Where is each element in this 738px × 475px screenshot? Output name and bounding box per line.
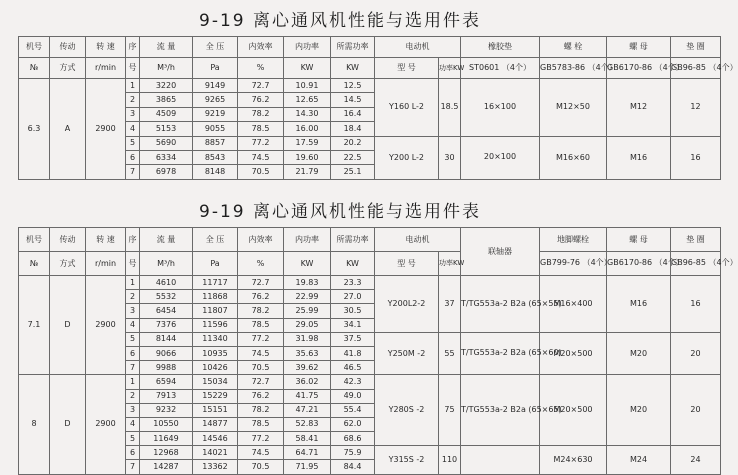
washer-cell: 16: [671, 136, 721, 179]
col-washer: 垫 圈: [671, 37, 721, 58]
fan-spec-table-7-1-and-8: [18, 227, 738, 475]
unit-motor-model: 型 号: [375, 58, 439, 79]
motor-model-cell: Y280S -2: [375, 375, 439, 446]
washer-cell: 16: [671, 276, 721, 333]
pressure-cell: 13362: [193, 460, 238, 474]
internal-power-cell: 19.60: [284, 150, 331, 164]
seq-cell: 3: [126, 107, 140, 121]
table-row: [19, 79, 721, 93]
internal-power-cell: 29.05: [284, 318, 331, 332]
eff-cell: 72.7: [238, 79, 284, 93]
internal-power-cell: 39.62: [284, 361, 331, 375]
col-required-power: 所需功率: [331, 37, 375, 58]
motor-power-cell: 110: [439, 446, 461, 474]
seq-cell: 4: [126, 122, 140, 136]
col-internal-eff: 内效率: [238, 228, 284, 252]
internal-power-cell: 21.79: [284, 165, 331, 179]
pressure-cell: 9149: [193, 79, 238, 93]
motor-model-cell: Y250M -2: [375, 332, 439, 375]
flow-cell: 10550: [140, 417, 193, 431]
bolt-cell: M12×50: [540, 79, 607, 137]
coupling-cell: T/TG553a-2 B2a (65×65): [461, 375, 540, 446]
speed-cell: 2900: [86, 79, 126, 180]
seq-cell: 4: [126, 417, 140, 431]
internal-power-cell: 25.99: [284, 304, 331, 318]
seq-cell: 2: [126, 290, 140, 304]
washer-cell: 20: [671, 375, 721, 446]
col-pressure: 全 压: [193, 37, 238, 58]
col-drive: 传动: [50, 37, 86, 58]
seq-cell: 3: [126, 304, 140, 318]
motor-power-cell: 55: [439, 332, 461, 375]
internal-power-cell: 64.71: [284, 446, 331, 460]
pressure-cell: 14546: [193, 432, 238, 446]
table-row: [19, 276, 721, 290]
unit-drive: 方式: [50, 58, 86, 79]
internal-power-cell: 47.21: [284, 403, 331, 417]
col-pressure: 全 压: [193, 228, 238, 252]
coupling-cell: T/TG553a-2 B2a (65×60): [461, 332, 540, 375]
internal-power-cell: 17.59: [284, 136, 331, 150]
col-coupling: 联轴器: [461, 228, 540, 276]
internal-power-cell: 22.99: [284, 290, 331, 304]
unit-speed: r/min: [86, 58, 126, 79]
subheader-row: [19, 252, 721, 276]
flow-cell: 5690: [140, 136, 193, 150]
flow-cell: 11649: [140, 432, 193, 446]
table1-title: 9-19 离心通风机性能与选用件表: [199, 11, 481, 31]
subheader-row: [19, 58, 721, 79]
required-power-cell: 18.4: [331, 122, 375, 136]
motor-power-cell: 30: [439, 136, 461, 179]
unit-internal-power: KW: [284, 252, 331, 276]
nut-cell: M20: [607, 375, 671, 446]
eff-cell: 78.2: [238, 107, 284, 121]
internal-power-cell: 58.41: [284, 432, 331, 446]
machine-no-cell: 6.3: [19, 79, 50, 180]
speed-cell: 2900: [86, 276, 126, 375]
flow-cell: 6334: [140, 150, 193, 164]
seq-cell: 3: [126, 403, 140, 417]
motor-model-cell: Y160 L-2: [375, 79, 439, 137]
pressure-cell: 10935: [193, 346, 238, 360]
unit-required-power: KW: [331, 58, 375, 79]
col-internal-power: 内功率: [284, 37, 331, 58]
washer-cell: 24: [671, 446, 721, 474]
col-machine-no: 机号: [19, 37, 50, 58]
bolt-cell: M20×500: [540, 332, 607, 375]
col-anchor-bolt: 地脚螺栓: [540, 228, 607, 252]
seq-cell: 6: [126, 446, 140, 460]
internal-power-cell: 36.02: [284, 375, 331, 389]
col-nut: 螺 母: [607, 37, 671, 58]
unit-internal-eff: %: [238, 252, 284, 276]
table-row: [19, 375, 721, 389]
required-power-cell: 30.5: [331, 304, 375, 318]
seq-cell: 1: [126, 375, 140, 389]
nut-cell: M16: [607, 136, 671, 179]
spec-washer: GB96-85 （4个）: [671, 58, 721, 79]
required-power-cell: 49.0: [331, 389, 375, 403]
col-motor: 电动机: [375, 37, 461, 58]
eff-cell: 70.5: [238, 460, 284, 474]
internal-power-cell: 12.65: [284, 93, 331, 107]
pressure-cell: 15151: [193, 403, 238, 417]
required-power-cell: 68.6: [331, 432, 375, 446]
unit-motor-power: 功率KW: [439, 58, 461, 79]
col-required-power: 所需功率: [331, 228, 375, 252]
speed-cell: 2900: [86, 375, 126, 474]
required-power-cell: 20.2: [331, 136, 375, 150]
required-power-cell: 23.3: [331, 276, 375, 290]
bolt-cell: M20×500: [540, 375, 607, 446]
internal-power-cell: 52.83: [284, 417, 331, 431]
flow-cell: 9232: [140, 403, 193, 417]
pressure-cell: 11807: [193, 304, 238, 318]
eff-cell: 78.5: [238, 318, 284, 332]
unit-speed: r/min: [86, 252, 126, 276]
eff-cell: 78.5: [238, 122, 284, 136]
flow-cell: 4509: [140, 107, 193, 121]
unit-machine-no: №: [19, 58, 50, 79]
internal-power-cell: 14.30: [284, 107, 331, 121]
eff-cell: 78.2: [238, 304, 284, 318]
eff-cell: 74.5: [238, 446, 284, 460]
seq-cell: 7: [126, 165, 140, 179]
required-power-cell: 37.5: [331, 332, 375, 346]
motor-power-cell: 37: [439, 276, 461, 333]
flow-cell: 7376: [140, 318, 193, 332]
flow-cell: 6454: [140, 304, 193, 318]
flow-cell: 9988: [140, 361, 193, 375]
pressure-cell: 11340: [193, 332, 238, 346]
col-seq: 序: [126, 37, 140, 58]
spec-nut: GB6170-86 （4个）: [607, 58, 671, 79]
motor-model-cell: Y200 L-2: [375, 136, 439, 179]
required-power-cell: 16.4: [331, 107, 375, 121]
eff-cell: 77.2: [238, 432, 284, 446]
eff-cell: 72.7: [238, 276, 284, 290]
unit-machine-no: №: [19, 252, 50, 276]
seq-cell: 6: [126, 346, 140, 360]
pressure-cell: 11596: [193, 318, 238, 332]
unit-internal-eff: %: [238, 58, 284, 79]
machine-no-cell: 8: [19, 375, 50, 474]
unit-internal-power: KW: [284, 58, 331, 79]
required-power-cell: 34.1: [331, 318, 375, 332]
pressure-cell: 8543: [193, 150, 238, 164]
seq-cell: 2: [126, 389, 140, 403]
required-power-cell: 14.5: [331, 93, 375, 107]
eff-cell: 72.7: [238, 375, 284, 389]
washer-cell: 20: [671, 332, 721, 375]
unit-seq: 号: [126, 252, 140, 276]
required-power-cell: 27.0: [331, 290, 375, 304]
nut-cell: M20: [607, 332, 671, 375]
required-power-cell: 55.4: [331, 403, 375, 417]
pressure-cell: 14877: [193, 417, 238, 431]
unit-pressure: Pa: [193, 58, 238, 79]
motor-model-cell: Y200L2-2: [375, 276, 439, 333]
internal-power-cell: 71.95: [284, 460, 331, 474]
col-machine-no: 机号: [19, 228, 50, 252]
spec-washer: GB96-85 （4个）: [671, 252, 721, 276]
unit-motor-model: 型 号: [375, 252, 439, 276]
seq-cell: 7: [126, 361, 140, 375]
internal-power-cell: 19.83: [284, 276, 331, 290]
required-power-cell: 46.5: [331, 361, 375, 375]
nut-cell: M12: [607, 79, 671, 137]
eff-cell: 78.5: [238, 417, 284, 431]
bolt-cell: M24×630: [540, 446, 607, 474]
spec-anchor-bolt: GB799-76 （4个）: [540, 252, 607, 276]
internal-power-cell: 41.75: [284, 389, 331, 403]
spec-bolt: GB5783-86 （4个）: [540, 58, 607, 79]
eff-cell: 77.2: [238, 136, 284, 150]
col-washer: 垫 圈: [671, 228, 721, 252]
spec-rubber-pad: ST0601 （4个）: [461, 58, 540, 79]
required-power-cell: 75.9: [331, 446, 375, 460]
nut-cell: M16: [607, 276, 671, 333]
col-internal-power: 内功率: [284, 228, 331, 252]
seq-cell: 7: [126, 460, 140, 474]
drive-cell: D: [50, 276, 86, 375]
col-bolt: 螺 栓: [540, 37, 607, 58]
pressure-cell: 11717: [193, 276, 238, 290]
motor-power-cell: 18.5: [439, 79, 461, 137]
unit-flow: M³/h: [140, 58, 193, 79]
flow-cell: 14287: [140, 460, 193, 474]
nut-cell: M24: [607, 446, 671, 474]
pressure-cell: 15034: [193, 375, 238, 389]
pressure-cell: 9055: [193, 122, 238, 136]
col-speed: 转 速: [86, 37, 126, 58]
eff-cell: 70.5: [238, 165, 284, 179]
seq-cell: 1: [126, 79, 140, 93]
pressure-cell: 10426: [193, 361, 238, 375]
required-power-cell: 84.4: [331, 460, 375, 474]
eff-cell: 78.2: [238, 403, 284, 417]
eff-cell: 70.5: [238, 361, 284, 375]
machine-no-cell: 7.1: [19, 276, 50, 375]
pressure-cell: 15229: [193, 389, 238, 403]
pressure-cell: 14021: [193, 446, 238, 460]
coupling-cell: 20×100: [461, 136, 540, 179]
header-row: [19, 228, 721, 252]
unit-flow: M³/h: [140, 252, 193, 276]
required-power-cell: 41.8: [331, 346, 375, 360]
required-power-cell: 22.5: [331, 150, 375, 164]
col-internal-eff: 内效率: [238, 37, 284, 58]
flow-cell: 5532: [140, 290, 193, 304]
seq-cell: 5: [126, 332, 140, 346]
seq-cell: 4: [126, 318, 140, 332]
bolt-cell: M16×400: [540, 276, 607, 333]
coupling-cell: [461, 446, 540, 474]
drive-cell: D: [50, 375, 86, 474]
eff-cell: 77.2: [238, 332, 284, 346]
seq-cell: 5: [126, 432, 140, 446]
flow-cell: 8144: [140, 332, 193, 346]
flow-cell: 5153: [140, 122, 193, 136]
pressure-cell: 11868: [193, 290, 238, 304]
required-power-cell: 42.3: [331, 375, 375, 389]
unit-motor-power: 功率KW: [439, 252, 461, 276]
col-speed: 转 速: [86, 228, 126, 252]
unit-pressure: Pa: [193, 252, 238, 276]
col-flow: 流 量: [140, 37, 193, 58]
flow-cell: 3220: [140, 79, 193, 93]
col-seq: 序: [126, 228, 140, 252]
washer-cell: 12: [671, 79, 721, 137]
pressure-cell: 8857: [193, 136, 238, 150]
motor-power-cell: 75: [439, 375, 461, 446]
flow-cell: 6978: [140, 165, 193, 179]
col-drive: 传动: [50, 228, 86, 252]
eff-cell: 76.2: [238, 93, 284, 107]
internal-power-cell: 31.98: [284, 332, 331, 346]
header-row: [19, 37, 721, 58]
coupling-cell: 16×100: [461, 79, 540, 137]
eff-cell: 76.2: [238, 290, 284, 304]
eff-cell: 74.5: [238, 346, 284, 360]
coupling-cell: T/TG553a-2 B2a (65×55): [461, 276, 540, 333]
required-power-cell: 62.0: [331, 417, 375, 431]
motor-model-cell: Y315S -2: [375, 446, 439, 474]
flow-cell: 12968: [140, 446, 193, 460]
unit-drive: 方式: [50, 252, 86, 276]
required-power-cell: 25.1: [331, 165, 375, 179]
flow-cell: 7913: [140, 389, 193, 403]
required-power-cell: 12.5: [331, 79, 375, 93]
internal-power-cell: 16.00: [284, 122, 331, 136]
col-rubber-pad: 橡胶垫: [461, 37, 540, 58]
drive-cell: A: [50, 79, 86, 180]
bolt-cell: M16×60: [540, 136, 607, 179]
internal-power-cell: 10.91: [284, 79, 331, 93]
flow-cell: 4610: [140, 276, 193, 290]
table2-title: 9-19 离心通风机性能与选用件表: [199, 202, 481, 222]
flow-cell: 6594: [140, 375, 193, 389]
seq-cell: 2: [126, 93, 140, 107]
unit-required-power: KW: [331, 252, 375, 276]
col-nut: 螺 母: [607, 228, 671, 252]
pressure-cell: 9265: [193, 93, 238, 107]
fan-spec-table-6-3: [18, 36, 738, 180]
pressure-cell: 8148: [193, 165, 238, 179]
seq-cell: 6: [126, 150, 140, 164]
unit-seq: 号: [126, 58, 140, 79]
col-flow: 流 量: [140, 228, 193, 252]
flow-cell: 9066: [140, 346, 193, 360]
flow-cell: 3865: [140, 93, 193, 107]
eff-cell: 74.5: [238, 150, 284, 164]
internal-power-cell: 35.63: [284, 346, 331, 360]
pressure-cell: 9219: [193, 107, 238, 121]
spec-nut: GB6170-86 （4个）: [607, 252, 671, 276]
seq-cell: 1: [126, 276, 140, 290]
seq-cell: 5: [126, 136, 140, 150]
eff-cell: 76.2: [238, 389, 284, 403]
col-motor: 电动机: [375, 228, 461, 252]
